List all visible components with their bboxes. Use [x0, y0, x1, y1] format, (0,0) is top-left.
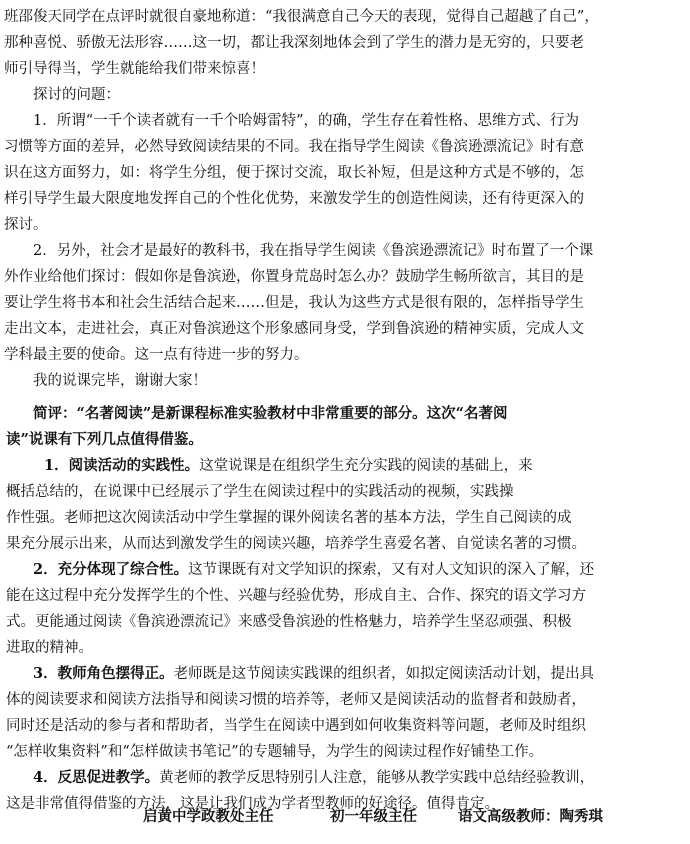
text-line: 师引导得当，学生就能给我们带来惊喜！: [4, 61, 265, 77]
text-line: 概括总结的，在说课中已经展示了学生在阅读过程中的实践活动的视频，实践操: [6, 484, 514, 500]
text-line: 外作业给他们探讨：假如你是鲁滨逊，你置身荒岛时怎么办？鼓励学生畅所欲言，其目的是: [4, 269, 584, 285]
text-line: 作性强。老师把这次阅读活动中学生掌握的课外阅读名著的基本方法，学生自己阅读的成: [6, 510, 572, 526]
text-line: 式。更能通过阅读《鲁滨逊漂流记》来感受鲁滨逊的性格魅力，培养学生坚忍顽强、积极: [6, 614, 572, 630]
text-line: 样引导学生最大限度地发挥自己的个性化优势，来激发学生的创造性阅读，还有待更深入的: [4, 191, 584, 207]
signature-grade: 初一年级主任: [330, 808, 417, 825]
text-line: 进取的精神。: [6, 640, 93, 656]
text-line: 班邵俊天同学在点评时就很自豪地称道：“我很满意自己今天的表现，觉得自己超越了自己”，: [4, 9, 599, 25]
review-section: [0, 401, 690, 817]
review-point-2: [0, 557, 690, 583]
point-text: 这节课既有对文学知识的探索，又有对人文知识的深入了解，还: [188, 562, 595, 578]
point-title: 3．教师角色摆得正。: [33, 665, 174, 682]
text-line: 体的阅读要求和阅读方法指导和阅读习惯的培养等，老师又是阅读活动的监督者和鼓励者，: [6, 692, 586, 708]
point-text: 黄老师的教学反思特别引人注意，能够从教学实践中总结经验教训，: [159, 770, 595, 786]
text-line: 这是非常值得借鉴的方法，这是让我们成为学者型教师的好途径。值得肯定。: [6, 796, 499, 812]
text-line: 探讨。: [4, 217, 48, 233]
text-line: 走出文本，走进社会，真正对鲁滨逊这个形象感同身受，学到鲁滨逊的精神实质，完成人文: [4, 321, 584, 337]
review-heading: 读”说课有下列几点值得借鉴。: [6, 431, 203, 448]
point-title: 1．阅读活动的实践性。: [44, 457, 200, 474]
point-text: 这堂说课是在组织学生充分实践的阅读的基础上，来: [199, 458, 533, 474]
review-heading: 简评：“名著阅读”是新课程标准实验教材中非常重要的部分。这次“名著阅: [33, 405, 508, 422]
text-line: 同时还是活动的参与者和帮助者，当学生在阅读中遇到如何收集资料等问题，老师及时组织: [6, 718, 586, 734]
review-point-1: [0, 453, 690, 479]
text-line: 那种喜悦、骄傲无法形容……这一切，都让我深刻地体会到了学生的潜力是无穷的，只要老: [4, 35, 584, 51]
review-point-4: [0, 765, 690, 791]
signature-teacher: 语文高级教师：陶秀琪: [458, 808, 603, 825]
text-line: 2．另外，社会才是最好的教科书，我在指导学生阅读《鲁滨逊漂流记》时布置了一个课: [33, 243, 594, 259]
text-line: 习惯等方面的差异，必然导致阅读结果的不同。我在指导学生阅读《鲁滨逊漂流记》时有意: [4, 139, 584, 155]
closing-line: 我的说课完毕，谢谢大家！: [33, 373, 207, 389]
text-line: “怎样收集资料”和“怎样做读书笔记”的专题辅导，为学生的阅读过程作好铺垫工作。: [6, 744, 544, 760]
text-line: 果充分展示出来，从而达到激发学生的阅读兴趣，培养学生喜爱名著、自觉读名著的习惯。: [6, 536, 586, 552]
review-point-3: [0, 661, 690, 687]
upper-section: [0, 4, 690, 394]
point-title: 4．反思促进教学。: [33, 769, 160, 786]
point-text: 老师既是这节阅读实践课的组织者，如拟定阅读活动计划，提出具: [173, 666, 595, 682]
text-line: 学科最主要的使命。这一点有待进一步的努力。: [4, 347, 309, 363]
text-line: 要让学生将书本和社会生活结合起来……但是，我认为这些方式是很有限的，怎样指导学生: [4, 295, 584, 311]
signature-school: 启黄中学政教处主任: [143, 808, 274, 825]
text-line: 识在这方面努力，如：将学生分组，便于探讨交流，取长补短，但是这种方式是不够的，怎: [4, 165, 584, 181]
text-line: 能在这过程中充分发挥学生的个性、兴趣与经验优势，形成自主、合作、探究的语文学习方: [6, 588, 586, 604]
point-title: 2．充分体现了综合性。: [33, 561, 189, 578]
text-line: 1．所谓“一千个读者就有一千个哈姆雷特”，的确，学生存在着性格、思维方式、行为: [33, 113, 580, 129]
section-label: 探讨的问题：: [33, 87, 120, 103]
